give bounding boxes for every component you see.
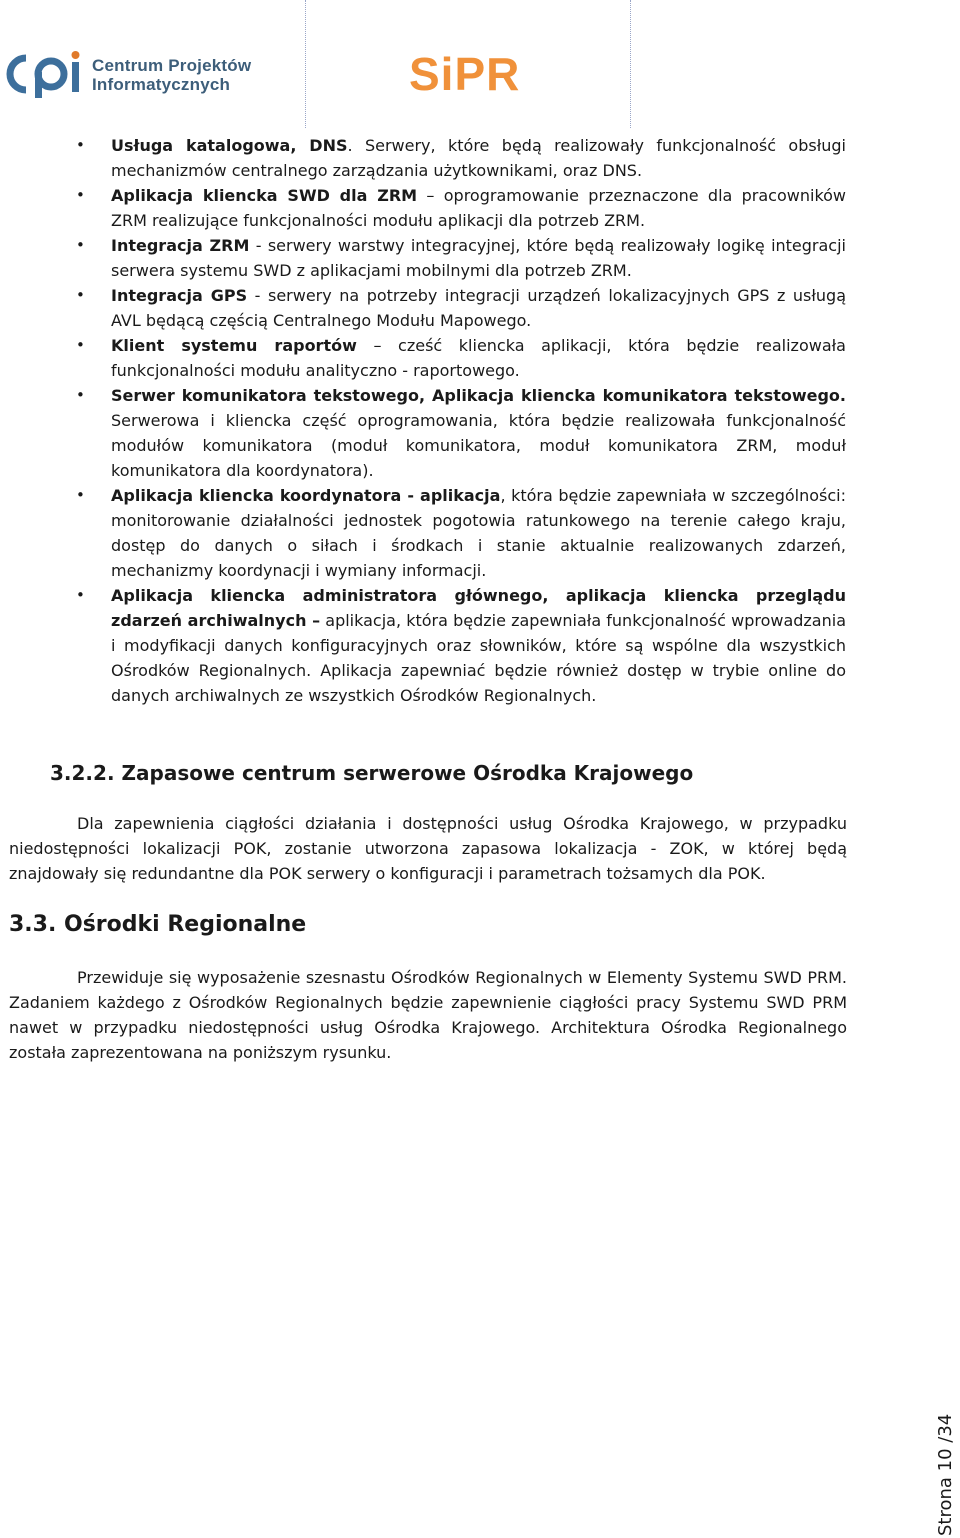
section-paragraph-33: Przewiduje się wyposażenie szesnastu Ośrodków Regionalnych w Elementy Systemu SWD PRM. Zadaniem każdego z Ośrodków Regionalnych będzie zapewnienie ciągłości pracy Systemu SWD PRM nawet w przypadku niedostępności usług Ośrodka Krajowego. Architektura Ośrodka Regionalnego została zaprezentowana na poniższym rysunku. [9,968,847,1062]
page-number: Strona 10 /34 [935,1413,956,1536]
list-item [0,383,846,483]
item-title: Usługa katalogowa, DNS [111,136,348,155]
list-item [0,483,846,583]
header-divider-right [630,0,631,128]
list-item [0,133,846,183]
list-item [0,583,846,708]
cpi-name [92,56,251,94]
item-title: Klient systemu raportów [111,336,357,355]
item-title: Serwer komunikatora tekstowego, Aplikacja kliencka komunikatora tekstowego. [111,386,846,405]
page-header [0,0,960,130]
item-text: , która będzie zapewniała w szczególności: monitorowanie działalności jednostek pogotowia ratunkowego na terenie całego kraju, dostęp do danych o siłach i środkach i stanie aktualnie realizowanych zdarzeń, mechanizmy koordynacji i wymiany informacji. [111,486,847,580]
item-text: – oprogramowanie przeznaczone dla pracowników ZRM realizujące funkcjonalności modułu aplikacji dla potrzeb ZRM. [111,186,847,230]
cpi-name-line1: Centrum Projektów [92,56,252,75]
item-title: Integracja ZRM [111,236,250,255]
item-text: . Serwery, które będą realizowały funkcjonalność obsługi mechanizmów centralnego zarządzania użytkownikami, oraz DNS. [111,136,846,180]
section-heading-322: 3.2.2. Zapasowe centrum serwerowe Ośrodka Krajowego [50,761,694,785]
item-text: - serwery na potrzeby integracji urządzeń lokalizacyjnych GPS z usługą AVL będącą częścią Centralnego Modułu Mapowego. [111,286,847,330]
section-heading-33: 3.3. Ośrodki Regionalne [9,912,307,937]
sipr-logo [407,50,527,96]
header-divider-left [305,0,306,128]
item-title: Aplikacja kliencka SWD dla ZRM [111,186,418,205]
cpi-name-line2: Informatycznych [92,75,231,94]
item-text: - serwery warstwy integracyjnej, które będą realizowały logikę integracji serwera systemu SWD z aplikacjami mobilnymi dla potrzeb ZRM. [111,236,846,280]
svg-text:SiPR: SiPR [409,50,521,96]
item-text: aplikacja, która będzie zapewniała funkcjonalność wprowadzania i modyfikacji danych konfiguracyjnych oraz słowników, które są wspólne dla wszystkich Ośrodków Regionalnych. Aplikacja zapewniać będzie również dostęp w trybie online do danych archiwalnych ze wszystkich Ośrodków Regionalnych. [111,611,847,705]
item-title: Aplikacja kliencka administratora głównego, aplikacja kliencka przeglądu zdarzeń archiwalnych – [111,586,846,630]
list-item [0,283,846,333]
cpi-logo [4,48,84,100]
item-text: – cześć kliencka aplikacji, która będzie realizowała funkcjonalności modułu analityczno - raportowego. [111,336,846,380]
item-title: Aplikacja kliencka koordynatora - aplikacja [111,486,501,505]
component-list [0,133,960,708]
section-paragraph-322: Dla zapewnienia ciągłości działania i dostępności usług Ośrodka Krajowego, w przypadku niedostępności lokalizacji POK, zostanie utworzona zapasowa lokalizacja - ZOK, w której będą znajdowały się redundantne dla POK serwery o konfiguracji i parametrach tożsamych dla POK. [9,814,847,883]
item-text: Serwerowa i kliencka część oprogramowania, która będzie realizowała funkcjonalność modułów komunikatora (moduł komunikatora, moduł komunikatora ZRM, moduł komunikatora dla koordynatora). [111,411,846,480]
list-item [0,233,846,283]
list-item [0,183,846,233]
item-title: Integracja GPS [111,286,248,305]
list-item [0,333,846,383]
